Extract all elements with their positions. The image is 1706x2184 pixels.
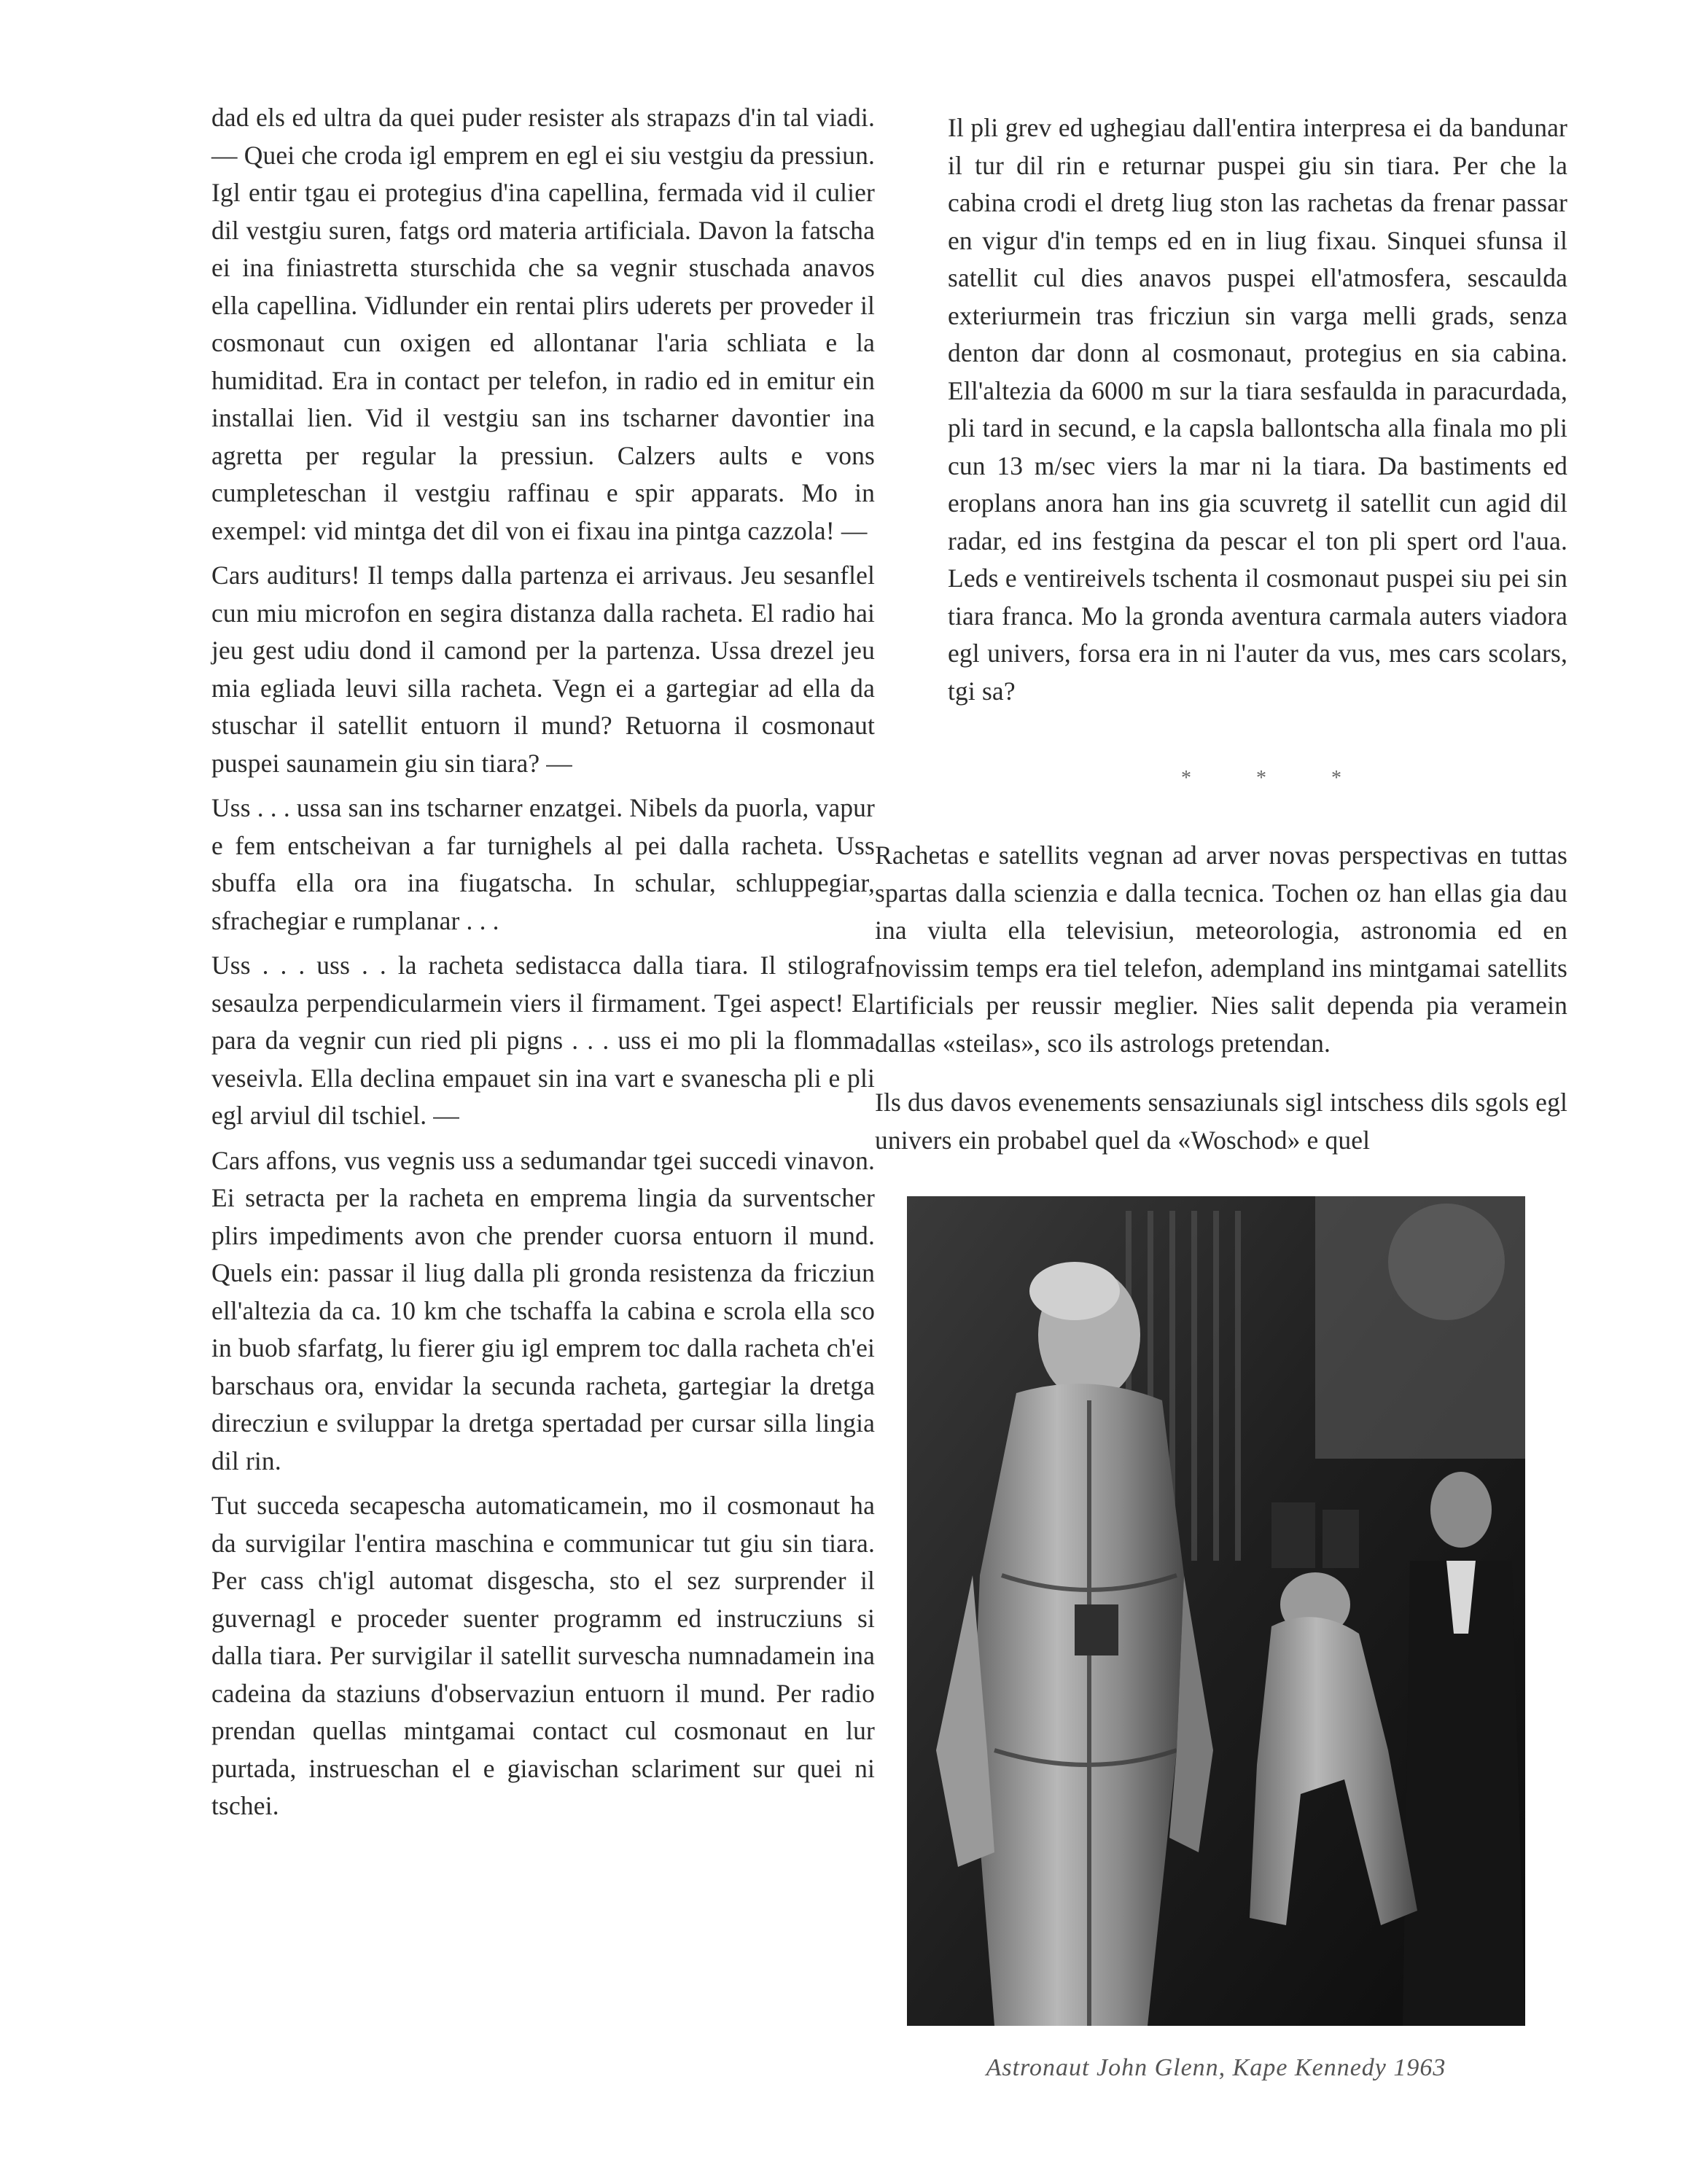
left-paragraph-2: Cars auditurs! Il temps dalla partenza ei arrivaus. Jeu sesanflel cun miu microfon en segira distanza dalla racheta. El radio hai jeu gest udiu dond il camond per la partenza. Ussa drezel jeu mia egliada leuvi silla racheta. Vegn ei a gartegiar ad ella da stuschar il satellit entuorn il mund? Retuorna il cosmonaut puspei saunamein giu sin tiara? — — [211, 561, 875, 778]
section-separator — [1181, 767, 1341, 790]
left-paragraph-1: dad els ed ultra da quei puder resister als strapazs d'in tal viadi. — Quei che croda igl emprem en egl ei siu vestgiu da pressiun. Igl entir tgau ei protegius d'ina capellina, fermada vid il culier dil vestgiu suren, fatgs ord materia artificiala. Davon la fatscha ei ina finiastretta sturschida che sa vegnir stuschada anavos ella capellina. Vidlunder ein rentai plirs uderets per proveder il cosmonaut cun oxigen ed allontanar l'aria schliata e la humiditad. Era in contact per telefon, in radio ed in emitur ein installai lien. Vid il vestgiu san ins tscharner davontier ina agretta per regular la pressiun. Calzers aults e vons cumpleteschan il vestgiu raffinau e spir apparats. Mo in exempel: vid mintga det dil von ei fixau ina pintga cazzola! — — [211, 103, 875, 545]
separator-star: * — [1331, 767, 1341, 789]
left-paragraph-4: Uss . . . uss . . la racheta sedistacca dalla tiara. Il stilograf sesaulza perpendicularmein viers il firmament. Tgei aspect! El para da vegnir cun ried pli pigns . . . uss ei mo pli la flomma veseivla. Ella declina empauet sin ina vart e svanescha pli e pli egl arviul dil tschiel. — — [211, 951, 875, 1130]
left-column — [211, 99, 875, 1825]
separator-star: * — [1181, 767, 1191, 789]
right-top-paragraph: Il pli grev ed ughegiau dall'entira interpresa ei da bandunar il tur dil rin e returnar puspei giu sin tiara. Per che la cabina crodi el dretg liug ston las rachetas da frenar passar en vigur d'in temps ed en in liug fixau. Sinquei sfunsa il satellit cul dies anavos puspei ell'atmosfera, sescaulda exteriurmein tras fricziun sin varga melli grads, senza denton dar donn al cosmonaut, protegius en sia cabina. Ell'altezia da 6000 m sur la tiara sesfaulda in paracurdada, pli tard in secund, e la capsla ballontscha alla finala mo pli cun 13 m/sec viers la mar ni la tiara. Da bastiments ed eroplans anora han ins gia scuvretg il satellit cun agid dil radar, ed ins festgina da pescar el ton pli spert ord l'aua. Leds e ventireivels tschenta il cosmonaut puspei siu pei sin tiara franca. Mo la gronda aventura carmala auters viadora egl univers, forsa era in ni l'auter da vus, mes cars scolars, tgi sa? — [948, 113, 1567, 706]
left-paragraph-5: Cars affons, vus vegnis uss a sedumandar tgei succedi vinavon. Ei setracta per la racheta en emprema lingia da surventscher plirs impediments avon che prender cuorsa entuorn il mund. Quels ein: passar il liug dalla pli gronda resistenza da fricziun ell'altezia da ca. 10 km che tschaffa la cabina e scrola ella sco in buob sfarfatg, lu fierer giu igl emprem toc dalla racheta ch'ei barschaus ora, envidar la secunda racheta, gartegiar la dretga direcziun e sviluppar la dretga spertadad per cursar silla lingia dil rin. — [211, 1145, 875, 1475]
left-paragraph-6: Tut succeda secapescha automaticamein, mo il cosmonaut ha da survigilar l'entira maschina e communicar tut giu sin tiara. Per cass ch'igl automat disgescha, sto el sez surprender il guvernagl e proceder suenter programm ed instrucziuns si dalla tiara. Per survigilar il satellit survescha numnadamein ina cadeina da staziuns d'observaziun entuorn il mund. Per radio prendan quellas mintgamai contact cul cosmonaut en lur purtada, instrueschan el e giavischan sclariment sur quei ni tschei. — [211, 1491, 875, 1820]
right-bottom-paragraph-1: Rachetas e satellits vegnan ad arver novas perspectivas en tuttas spartas dalla scienzia e dalla tecnica. Tochen oz han ellas gia dau ina viulta ella televisiun, meteorologia, astronomia ed en novissim temps era tiel telefon, adempland ins mintgamai satellits artificials per reussir meglier. Nies salit dependa pia veramein dallas «steilas», sco ils astrologs pretendan. — [875, 841, 1567, 1058]
left-paragraph-3: Uss . . . ussa san ins tscharner enzatgei. Nibels da puorla, vapur e fem entscheivan a far turnighels al pei dalla racheta. Uss sbuffa ella ora ina fiugatscha. In schular, schluppegiar, sfrachegiar e rumplanar . . . — [211, 793, 875, 935]
photo-caption: Astronaut John Glenn, Kape Kennedy 1963 — [986, 2054, 1446, 2081]
right-bottom-column — [875, 837, 1567, 1159]
separator-star: * — [1256, 767, 1266, 789]
right-bottom-paragraph-2: Ils dus davos evenements sensaziunals sigl intschess dils sgols egl univers ein probabel quel da «Woschod» e quel — [875, 1088, 1567, 1155]
astronaut-photo — [907, 1196, 1525, 2026]
right-top-column — [948, 109, 1567, 710]
photo-illustration — [907, 1196, 1525, 2026]
